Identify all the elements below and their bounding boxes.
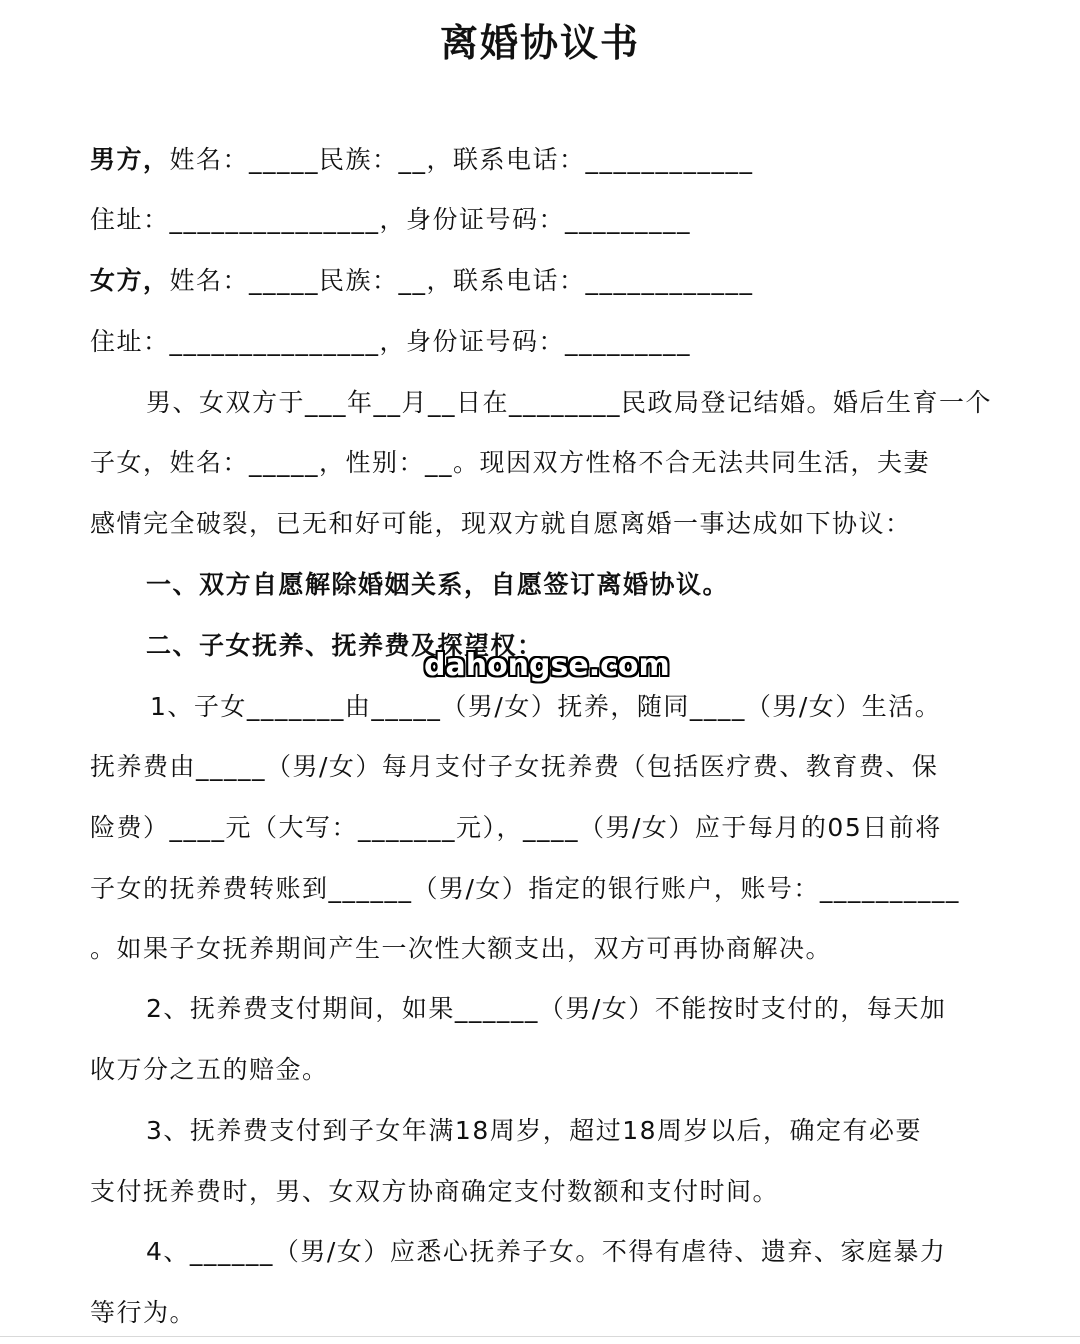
female-party-line <box>90 261 990 301</box>
clause-3-line: 支付抚养费时，男、女双方协商确定支付数额和支付时间。 <box>90 1177 780 1206</box>
clause-4-line: 4、______（男/女）应悉心抚养子女。不得有虐待、遗弃、家庭暴力 <box>146 1237 947 1266</box>
document-title: 离婚协议书 <box>439 21 640 65</box>
clause-2-line: 收万分之五的赔金。 <box>90 1055 329 1084</box>
male-address-line: 住址：_______________，身份证号码：_________ <box>90 205 692 234</box>
paragraph-line: 男、女双方于___年__月__日在________民政局登记结婚。婚后生育一个 <box>146 388 993 417</box>
page-bottom-divider <box>0 1336 1080 1337</box>
male-party-label: 男方， <box>90 145 170 174</box>
section-heading-2: 二、子女抚养、抚养费及探望权： <box>146 631 544 660</box>
male-party-line <box>90 140 990 180</box>
female-party-label: 女方， <box>90 266 170 295</box>
clause-1-line: 险费）____元（大写：_______元），____（男/女）应于每月的05日前将 <box>90 813 942 842</box>
clause-3-line: 3、抚养费支付到子女年满18周岁，超过18周岁以后，确定有必要 <box>146 1116 923 1145</box>
clause-1-line: 。如果子女抚养期间产生一次性大额支出，双方可再协商解决。 <box>90 934 833 963</box>
female-address-line: 住址：_______________，身份证号码：_________ <box>90 327 692 356</box>
female-party-fields: 姓名：_____民族：__，联系电话：____________ <box>169 266 754 295</box>
clause-4-line: 等行为。 <box>90 1298 197 1327</box>
clause-1-line: 子女的抚养费转账到______（男/女）指定的银行账户，账号：__________ <box>90 874 960 903</box>
clause-2-line: 2、抚养费支付期间，如果______（男/女）不能按时支付的，每天加 <box>146 994 947 1023</box>
male-party-fields: 姓名：_____民族：__，联系电话：____________ <box>169 145 754 174</box>
clause-1-line: 1、子女_______由_____（男/女）抚养，随同____（男/女）生活。 <box>150 692 942 721</box>
clause-1-line: 抚养费由_____（男/女）每月支付子女抚养费（包括医疗费、教育费、保 <box>90 752 939 781</box>
section-heading-1: 一、双方自愿解除婚姻关系，自愿签订离婚协议。 <box>146 570 730 599</box>
paragraph-line: 子女，姓名：_____，性别：__。现因双方性格不合无法共同生活，夫妻 <box>90 448 931 477</box>
paragraph-line: 感情完全破裂，已无和好可能，现双方就自愿离婚一事达成如下协议： <box>90 509 912 538</box>
watermark: dahongse.com <box>424 648 670 683</box>
